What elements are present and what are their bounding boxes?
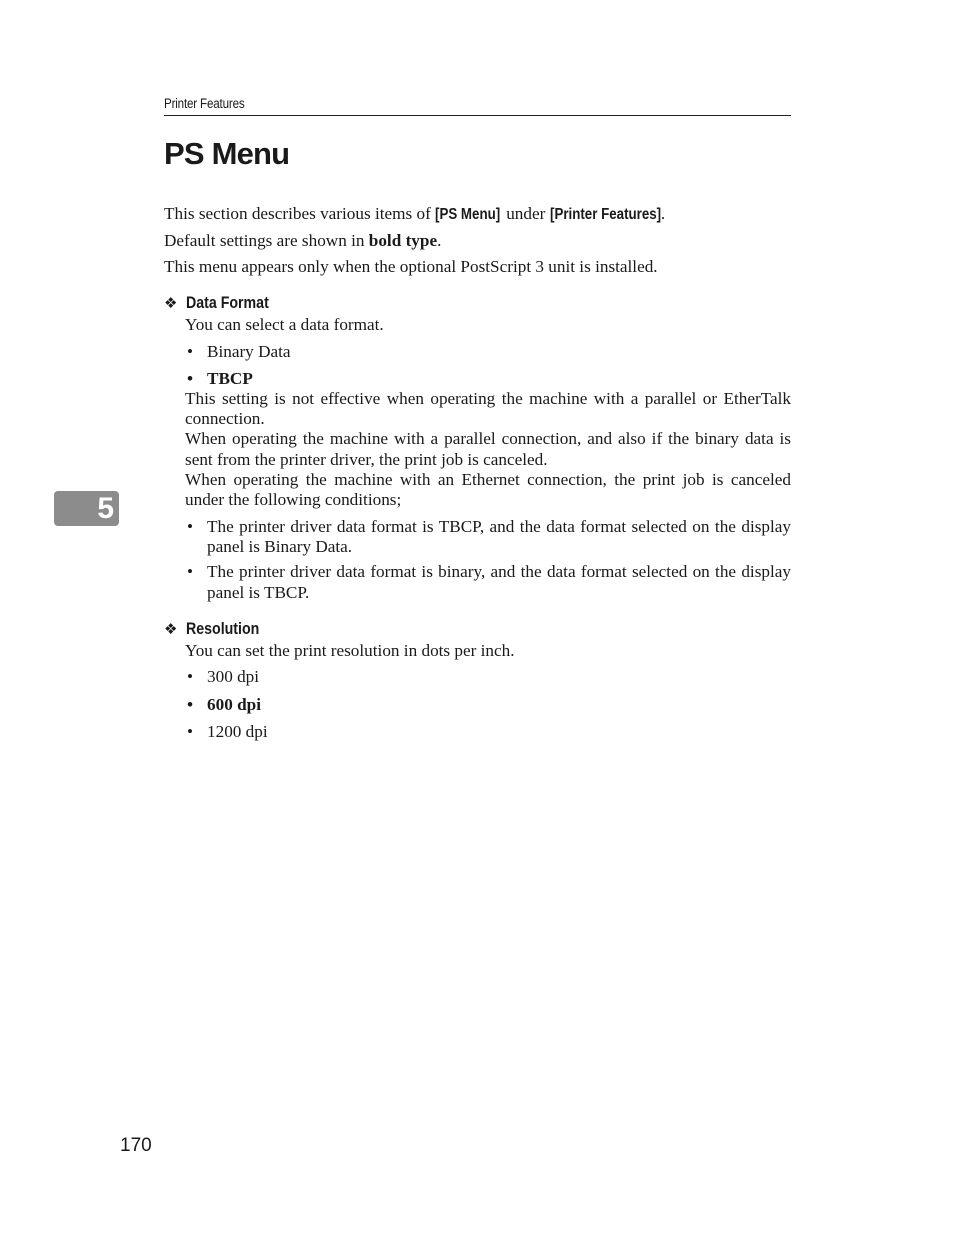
running-header <box>164 96 258 111</box>
intro-text: . <box>660 204 666 223</box>
section-heading-text: Resolution <box>186 620 260 638</box>
printer-features-key-text: [Printer Features] <box>549 206 661 223</box>
diamond-bullet-icon: ❖ <box>164 621 178 638</box>
data-format-body <box>185 315 791 603</box>
resolution-desc: You can set the print resolution in dots per inch. <box>185 641 515 660</box>
intro-text: . <box>437 231 442 250</box>
resolution-options <box>185 667 791 742</box>
chapter-tab <box>54 491 119 526</box>
intro-line-2 <box>164 231 804 251</box>
list-item: • The printer driver data format is binary, and the data format selected on the display panel is TBCP. <box>185 562 791 603</box>
ps-menu-key <box>435 206 511 223</box>
section-heading-data-format <box>164 294 282 313</box>
list-item: • 600 dpi <box>185 695 791 715</box>
list-item: • TBCP <box>185 369 791 389</box>
running-header-text: Printer Features <box>164 96 245 111</box>
list-item: • 300 dpi <box>185 667 791 687</box>
data-format-desc: You can select a data format. <box>185 315 384 334</box>
printer-features-key <box>550 206 679 223</box>
intro-text: This section describes various items of <box>164 204 436 223</box>
ps-menu-key-text: [PS Menu] <box>435 206 501 223</box>
section-heading-text: Data Format <box>186 294 269 312</box>
list-item: • The printer driver data format is TBCP, and the data format selected on the display panel is Binary Data. <box>185 517 791 558</box>
data-format-note-3: When operating the machine with an Ethernet connection, the print job is canceled under the following conditions; <box>185 470 791 510</box>
header-rule <box>164 115 791 116</box>
data-format-note-2: When operating the machine with a parallel connection, and also if the binary data is sent from the printer driver, the print job is canceled. <box>185 429 791 469</box>
page-number: 170 <box>120 1135 152 1156</box>
intro-line-1 <box>164 204 804 225</box>
section-heading-resolution <box>164 620 271 639</box>
bold-type-sample: bold type <box>368 231 438 250</box>
data-format-conditions <box>185 517 791 603</box>
diamond-bullet-icon: ❖ <box>164 295 178 312</box>
intro-text: Default settings are shown in <box>164 231 369 250</box>
list-item: • Binary Data <box>185 342 791 362</box>
resolution-body <box>185 641 791 742</box>
intro-line-3: This menu appears only when the optional PostScript 3 unit is installed. <box>164 257 658 276</box>
data-format-options <box>185 342 791 389</box>
intro-text: under <box>501 204 550 223</box>
chapter-number: 5 <box>97 492 114 525</box>
intro <box>164 204 804 283</box>
list-item: • 1200 dpi <box>185 722 791 742</box>
page-title: PS Menu <box>164 136 290 171</box>
data-format-note-1: This setting is not effective when operating the machine with a parallel or EtherTalk connection. <box>185 388 791 429</box>
